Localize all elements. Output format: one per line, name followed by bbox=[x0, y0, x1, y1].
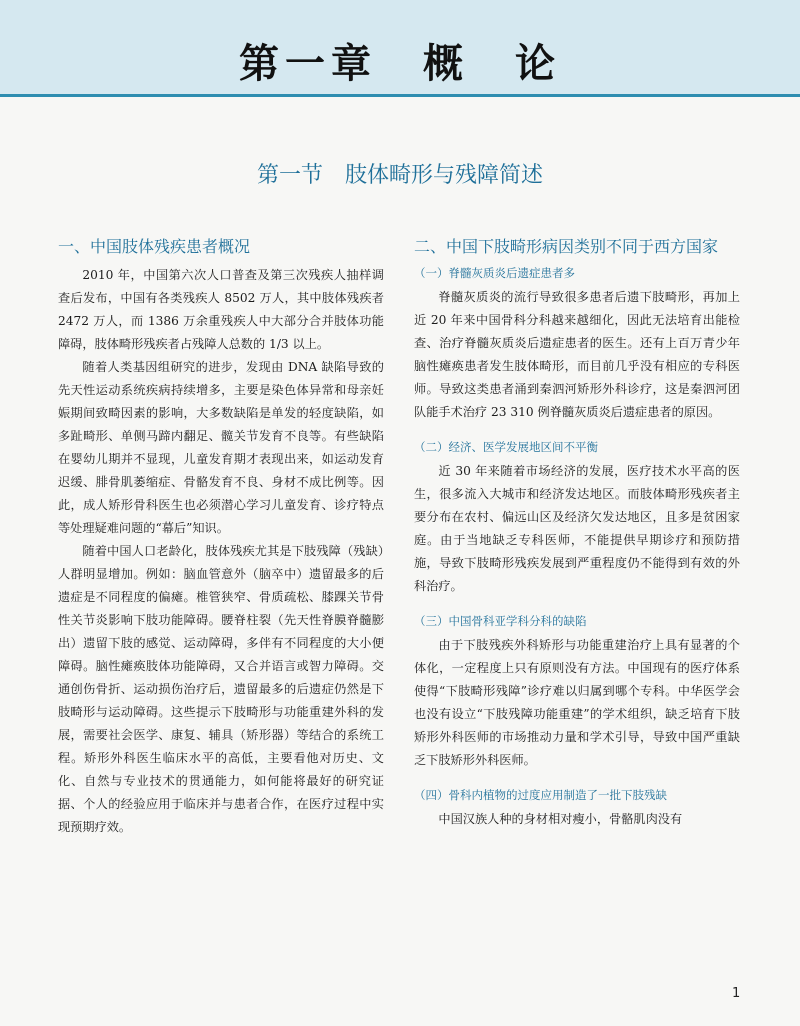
subsection-title: （一）脊髓灰质炎后遗症患者多 bbox=[414, 266, 575, 280]
chapter-divider bbox=[0, 94, 800, 97]
paragraph: 随着人类基因组研究的进步，发现由 DNA 缺陷导致的先天性运动系统疾病持续增多，主要是染色体异常和母亲妊娠期间致畸因素的影响，大多数缺陷是单发的轻度缺陷，如多趾畸形、单侧马蹄内翻足、髋关节发育不良等。有些缺陷在婴幼儿期并不显现，儿童发育期才表现出来，如运动发育迟缓、腓骨肌萎缩症、骨骼发育不良、身材不成比例等。因此，成人矫形骨科医生也必须潜心学习儿童发育、诊疗特点等处理疑难问题的“幕后”知识。 bbox=[58, 360, 384, 535]
paragraph: 中国汉族人种的身材相对瘦小，骨骼肌肉没有 bbox=[438, 812, 683, 826]
spacer bbox=[414, 424, 740, 438]
spacer bbox=[414, 772, 740, 786]
subsection-title: （四）骨科内植物的过度应用制造了一批下肢残缺 bbox=[414, 788, 667, 802]
paragraph: 2010 年，中国第六次人口普查及第三次残疾人抽样调查后发布，中国有各类残疾人 8502 万人，其中肢体残疾者 2472 万人，而 1386 万余重残疾人中大部分合并肢体功能障碍，肢体畸形残疾者占残障人总数的 1/3 以上。 bbox=[58, 268, 384, 351]
subsection-title: （三）中国骨科亚学科分科的缺陷 bbox=[414, 614, 587, 628]
right-column bbox=[414, 236, 740, 831]
paragraph: 脊髓灰质炎的流行导致很多患者后遗下肢畸形，再加上近 20 年来中国骨科分科越来越细化，因此无法培育出能检查、治疗脊髓灰质炎后遗症患者的医生。还有上百万青少年脑性瘫痪患者发生肢体畸形，而目前几乎没有相应的专科医师。导致这类患者涌到秦泗河矫形外科诊疗，这是秦泗河团队能手术治疗 23 310 例脊髓灰质炎后遗症患者的原因。 bbox=[414, 290, 740, 419]
chapter-title: 第一章 概 论 bbox=[239, 41, 561, 87]
page-number: 1 bbox=[732, 986, 741, 1001]
subsection-title: （二）经济、医学发展地区间不平衡 bbox=[414, 440, 598, 454]
left-column bbox=[58, 236, 384, 839]
right-heading: 二、中国下肢畸形病因类别不同于西方国家 bbox=[414, 237, 719, 256]
paragraph: 近 30 年来随着市场经济的发展，医疗技术水平高的医生，很多流入大城市和经济发达地区。而肢体畸形残疾者主要分布在农村、偏远山区及经济欠发达地区，且多是贫困家庭。由于当地缺乏专科医师，不能提供早期诊疗和预防措施，导致下肢畸形残疾发展到严重程度仍不能得到有效的外科治疗。 bbox=[414, 464, 740, 593]
spacer bbox=[414, 598, 740, 612]
paragraph: 随着中国人口老龄化，肢体残疾尤其是下肢残障（残缺）人群明显增加。例如：脑血管意外（脑卒中）遗留最多的后遗症是不同程度的偏瘫。椎管狭窄、骨质疏松、膝踝关节骨性关节炎影响下肢功能障碍。腰脊柱裂（先天性脊膜脊髓膨出）遗留下肢的感觉、运动障碍，多伴有不同程度的大小便障碍。脑性瘫痪肢体功能障碍，又合并语言或智力障碍。交通创伤骨折、运动损伤治疗后，遗留最多的后遗症仍然是下肢畸形与运动障碍。这些提示下肢畸形与功能重建外科的发展，需要社会医学、康复、辅具（矫形器）等结合的系统工程。矫形外科医生临床水平的高低，主要看他对历史、文化、自然与专业技术的贯通能力，如何能将最好的研究证据、个人的经验应用于临床并与患者合作，在医疗过程中实现预期疗效。 bbox=[58, 544, 384, 834]
paragraph: 由于下肢残疾外科矫形与功能重建治疗上具有显著的个体化，一定程度上只有原则没有方法。中国现有的医疗体系使得“下肢畸形残障”诊疗难以归属到哪个专科。中华医学会也没有设立“下肢残障功能重建”的学术组织，缺乏培育下肢矫形外科医师的市场推动力量和学术引导，导致中国严重缺乏下肢矫形外科医师。 bbox=[414, 638, 740, 767]
left-heading: 一、中国肢体残疾患者概况 bbox=[58, 237, 251, 256]
section-title: 第一节 肢体畸形与残障简述 bbox=[256, 163, 543, 188]
